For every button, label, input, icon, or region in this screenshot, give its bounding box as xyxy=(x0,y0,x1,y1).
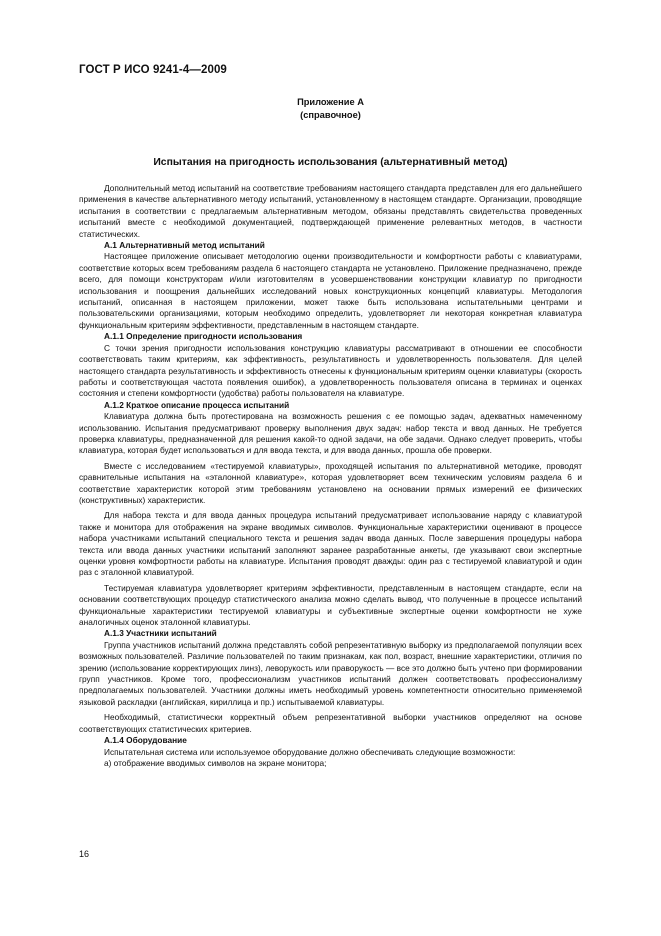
section-text-a11: С точки зрения пригодности использования конструкцию клавиатуры рассматривают в отношении ее способности соответствовать таким критериям, как эффективность, результативность и удовлетворенность пользователя. Для целей настоящего стандарта результативность и эффективность отнесены к функциональным критериям оценки клавиатуры (скорость работы и соответствующая частота появления ошибок), а удовлетворенность пользователя описана в терминах и оценках состояния и степени комфортности (удобства) работы пользователя на клавиатуре. xyxy=(79,342,582,399)
section-paragraph-a12-4: Тестируемая клавиатура удовлетворяет критериям эффективности, представленным в настоящем стандарте, если на основании соответствующих процедур статистического анализа можно сделать вывод, что полученные в процессе испытаний функциональные характеристики тестируемой клавиатуры и субъективные экспертные оценки комфортности не хуже аналогичных оценок эталонной клавиатуры. xyxy=(79,582,582,628)
intro-paragraph: Дополнительный метод испытаний на соответствие требованиям настоящего стандарта представлен для его дальнейшего применения в качестве альтернативного методу испытаний, установленному в настоящем стандарте. Организации, проводящие испытания в соответствии с предлагаемым альтернативным методом, обязаны представлять свидетельства проведенных испытаний вместе с необходимой документацией, подтверждающей применение релевантных методов, в частности статистических. xyxy=(79,183,582,239)
section-heading-a14: А.1.4 Оборудование xyxy=(104,735,187,746)
list-item: а) отображение вводимых символов на экране монитора; xyxy=(104,757,327,768)
document-body xyxy=(79,183,582,769)
section-paragraph-a12-1: Клавиатура должна быть протестирована на возможность решения с ее помощью задач, адекватных намеченному использованию. Испытания предусматривают проверку выполнения двух задач: набор текста и ввод данных. Не требуется проверка клавиатуры, предназначенной для решения какой-то одной задачи, на обе задачи. Однако следует проверить, чтобы клавиатура, которая будет использоваться и для ввода текста, и для ввода данных, прошла обе проверки. xyxy=(79,411,582,456)
section-text-a1: Настоящее приложение описывает методологию оценки производительности и комфортности работы с клавиатурами, соответствие которых всем требованиям раздела 6 настоящего стандарта не установлено. Приложение предназначено, прежде всего, для помощи конструкторам и/или изготовителям в усовершенствовании конструкции клавиатур по пригодности использования и поощрения дальнейших исследований новых конструкционных концепций клавиатуры. Методология испытаний, описанная в настоящем приложении, может также быть использована испытательными центрами и пользовательскими организациями, которым необходимо определить, удовлетворяет ли некоторая конкретная клавиатура функциональным критериям эффективности, представленным в настоящем стандарте. xyxy=(79,251,582,330)
appendix-label: Приложение А xyxy=(297,97,364,107)
section-paragraph-a13-1: Группа участников испытаний должна представлять собой репрезентативную выборку из предполагаемой популяции всех возможных пользователей. Различие пользователей по таким признакам, как пол, возраст, внешние характеристики, отличия по зрению (использование корректирующих линз), леворукость или праворукость — все это должно быть учтено при формировании групп участников. Кроме того, профессионализм участников испытаний должен соответствовать профессионализму предполагаемых пользователей. Участники должны иметь необходимый уровень компетентности относительно применяемой языковой раскладки (английская, кириллица и пр.) испытываемой клавиатуры. xyxy=(79,639,582,707)
section-paragraph-a13-2: Необходимый, статистически корректный объем репрезентативной выборки участников определяют на основе соответствующих статистических критериев. xyxy=(79,712,582,734)
section-heading-a1: А.1 Альтернативный метод испытаний xyxy=(104,240,265,251)
section-heading-a11: А.1.1 Определение пригодности использования xyxy=(104,331,303,342)
section-paragraph-a12-2: Вместе с исследованием «тестируемой клавиатуры», проходящей испытания по альтернативной методике, проводят сравнительные испытания на «эталонной клавиатуре», которая удовлетворяет всем техническим условиям раздела 6 и соответствие характеристик которой этим требованиям установлено на основании прямых измерений ее физических (конструктивных) характеристик. xyxy=(79,460,582,505)
appendix-type: (справочное) xyxy=(300,110,361,120)
appendix-label-block xyxy=(79,96,582,122)
section-paragraph-a12-3: Для набора текста и для ввода данных процедура испытаний предусматривает использование наряду с клавиатурой также и монитора для отображения на экране вводимых символов. Функциональные характеристики оценивают в процессе набора участниками испытаний специального текста и решения задач ввода данных. После завершения процедуры набора текста или ввода данных участники испытаний заполняют заранее разработанные анкеты, где указывают свои экспертные оценки уровня комфортности работы на клавиатуре. Испытания проводят дважды: один раз с тестируемой клавиатурой и один раз с эталонной клавиатурой. xyxy=(79,510,582,578)
section-heading-a13: А.1.3 Участники испытаний xyxy=(104,628,217,639)
section-heading-a12: А.1.2 Краткое описание процесса испытаний xyxy=(104,399,290,410)
section-text-a14: Испытательная система или используемое оборудование должно обеспечивать следующие возможности: xyxy=(104,746,516,757)
standard-header: ГОСТ Р ИСО 9241-4—2009 xyxy=(79,64,227,76)
appendix-title: Испытания на пригодность использования (альтернативный метод) xyxy=(153,157,508,168)
page-number: 16 xyxy=(79,849,90,859)
